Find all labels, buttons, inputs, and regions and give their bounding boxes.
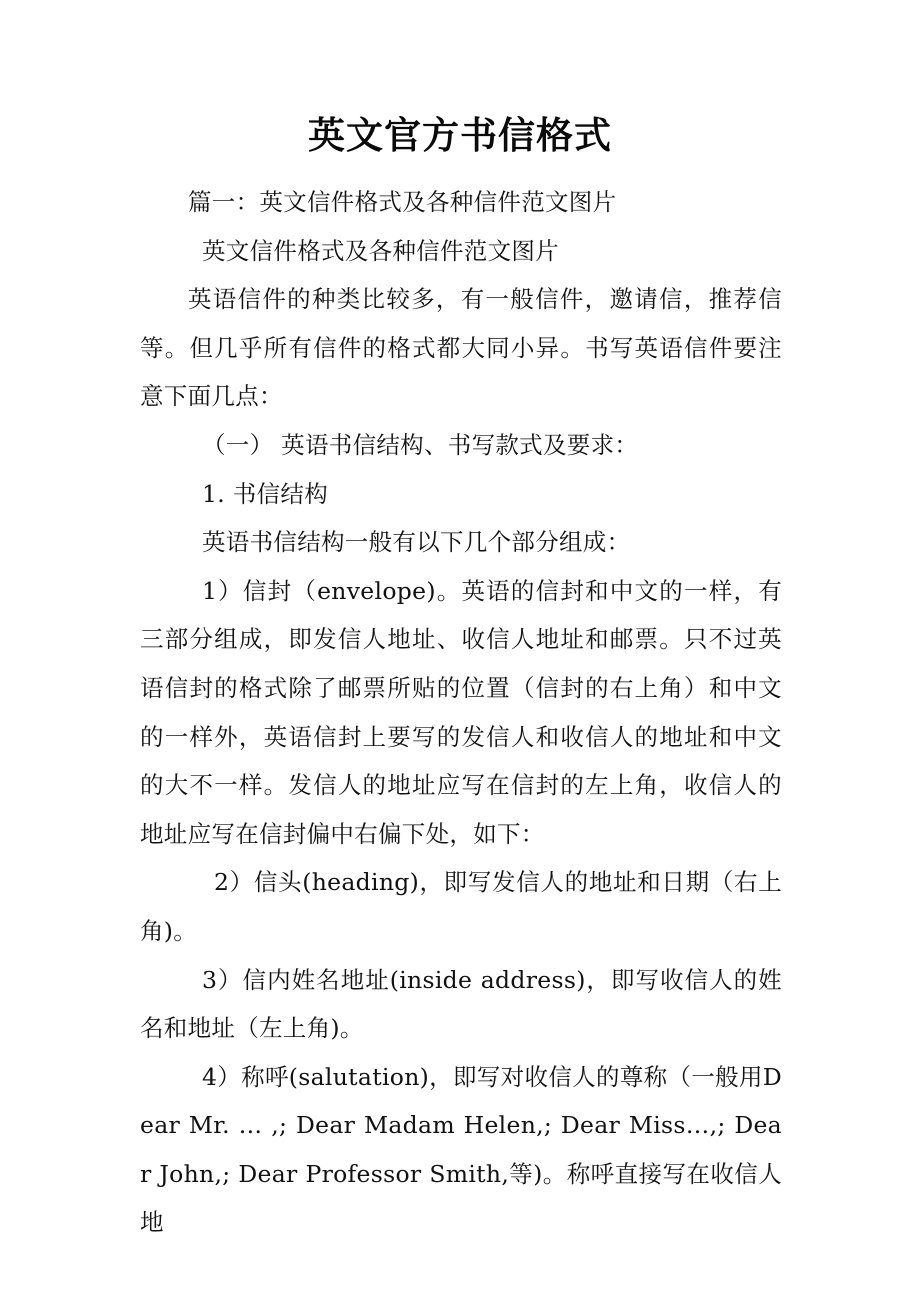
document-title: 英文官方书信格式 bbox=[308, 113, 612, 157]
intro-paragraph: 英语信件的种类比较多，有一般信件，邀请信，推荐信等。但几乎所有信件的格式都大同小异。书写英语信件要注意下面几点： bbox=[140, 285, 782, 411]
numbered-heading-letter-structure: 1. 书信结构 bbox=[202, 479, 328, 508]
list-item-inside-address: 3）信内姓名地址(inside address)，即写收信人的姓名和地址（左上角)。 bbox=[140, 965, 782, 1043]
list-item-envelope: 1）信封（envelope)。英语的信封和中文的一样，有三部分组成，即发信人地址、收信人地址和邮票。只不过英语信封的格式除了邮票所贴的位置（信封的右上角）和中文的一样外，英语信封上要写的发信人和收信人的地址和中文的大不一样。发信人的地址应写在信封的左上角，收信人的地址应写在信封偏中右偏下处，如下： bbox=[140, 576, 782, 848]
subheading: 英文信件格式及各种信件范文图片 bbox=[202, 236, 559, 265]
structure-intro-paragraph: 英语书信结构一般有以下几个部分组成： bbox=[202, 528, 631, 557]
list-item-heading: 2）信头(heading)，即写发信人的地址和日期（右上角)。 bbox=[140, 868, 782, 945]
section-heading-part-one: 篇一：英文信件格式及各种信件范文图片 bbox=[188, 188, 617, 216]
section-heading-letter-structure: （一） 英语书信结构、书写款式及要求： bbox=[202, 430, 639, 459]
list-item-salutation: 4）称呼(salutation)，即写对收信人的尊称（一般用Dear Mr. … ,; Dear Madam Helen,; Dear Miss…,; Dear John,; Dear Professor Smith,等)。称呼直接写在收信人地 bbox=[140, 1062, 782, 1237]
document-body bbox=[140, 178, 782, 1247]
